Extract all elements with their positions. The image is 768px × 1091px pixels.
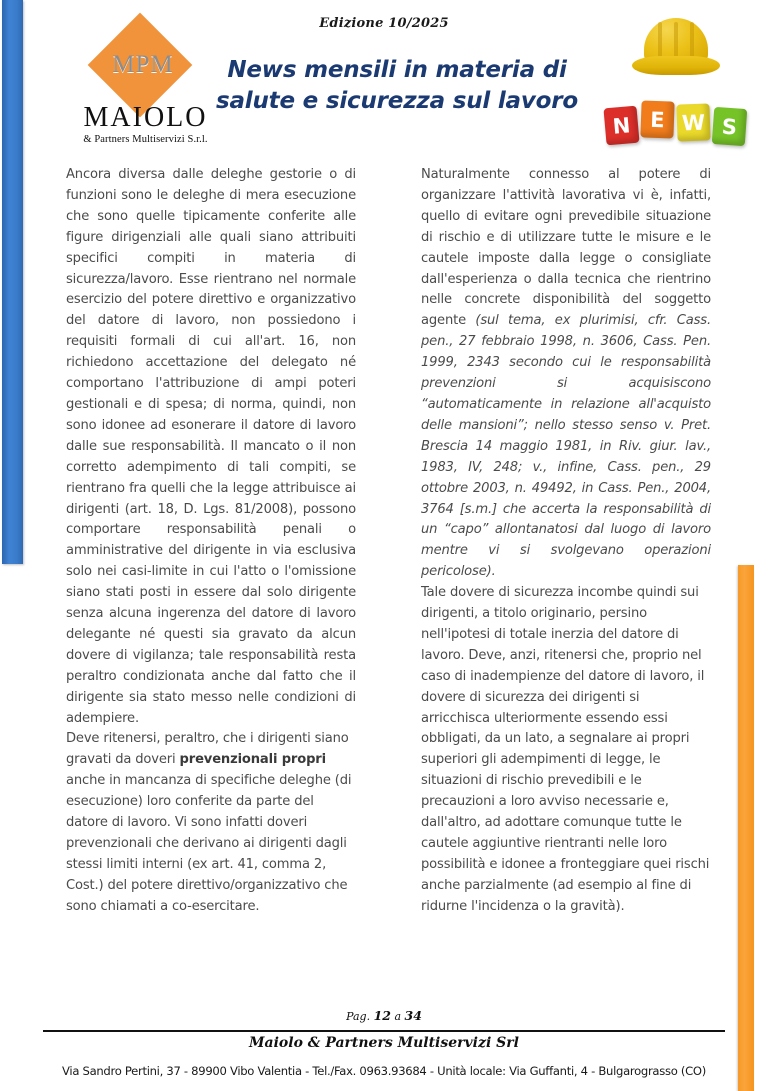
page-footer bbox=[0, 1008, 768, 1091]
page-number-total: 34 bbox=[404, 1008, 422, 1023]
news-block-w: W bbox=[676, 103, 710, 141]
page-number-middle: a bbox=[390, 1010, 405, 1023]
hard-hat-ridge bbox=[674, 22, 678, 60]
news-block-e: E bbox=[640, 100, 674, 138]
right-column bbox=[421, 165, 711, 918]
left-paragraph-2 bbox=[66, 729, 356, 917]
right-paragraph-1-text: Naturalmente connesso al potere di organizzare l'attività lavorativa vi è, infatti, quello di evitare ogni prevedibile situazione di rischio e di utilizzare tutte le misure e le cautele imposte dalla legge o consigliate dall'esperienza o dalla tecnica che rientrino nelle concrete disponibilità del soggetto agente bbox=[421, 167, 711, 329]
right-paragraph-1 bbox=[421, 165, 711, 583]
left-column bbox=[66, 165, 356, 918]
footer-address: Via Sandro Pertini, 37 - 89900 Vibo Valentia - Tel./Fax. 0963.93684 - Unità locale: Via Guffanti, 4 - Bulgarograsso (CO) bbox=[62, 1064, 706, 1078]
page-title bbox=[212, 55, 582, 117]
left-paragraph-2-text-a: Deve ritenersi, peraltro, che i dirigenti siano gravati da doveri bbox=[66, 731, 349, 768]
right-paragraph-1-citation: (sul tema, ex plurimisi, cfr. Cass. pen., 27 febbraio 1998, n. 3606, Cass. Pen. 1999, 2343 secondo cui le responsabilità prevenzioni si acquisiscono “automaticamente in relazione all'acquisto delle mansioni”; nello stesso senso v. Pret. Brescia 14 maggio 1981, in Riv. giur. lav., 1983, IV, 248; v., infine, Cass. pen., 29 ottobre 2003, n. 49492, in Cass. Pen., 2004, 3764 [s.m.] che accerta la responsabilità di un “capo” allontanatosi dal luogo di lavoro mentre vi si svolgevano operazioni pericolose). bbox=[421, 313, 711, 580]
page-number bbox=[0, 1008, 768, 1023]
footer-company-name: Maiolo & Partners Multiservizi Srl bbox=[249, 1035, 519, 1051]
page-title-line-2: salute e sicurezza sul lavoro bbox=[216, 88, 578, 114]
news-letter-blocks bbox=[600, 80, 750, 140]
page-title-line-1: News mensili in materia di bbox=[227, 57, 567, 83]
news-graphic bbox=[600, 18, 750, 143]
page-number-current: 12 bbox=[373, 1008, 391, 1023]
hard-hat-icon bbox=[630, 18, 722, 80]
page-header bbox=[0, 0, 768, 155]
logo-monogram: MPM bbox=[112, 51, 174, 78]
news-block-n: N bbox=[603, 106, 639, 146]
left-paragraph-1: Ancora diversa dalle deleghe gestorie o di funzioni sono le deleghe di mera esecuzione che sono quelle tipicamente conferite alle figure dirigenziali alle quali siano attribuiti specifici compiti in materia di sicurezza/lavoro. Esse rientrano nel normale esercizio del potere direttivo e organizzativo del datore di lavoro, non possiedono i requisiti formali di cui all'art. 16, non richiedono accettazione del delegato né comportano l'attribuzione di ampi poteri gestionali e di spesa; di norma, quindi, non sono idonee ad esonerare il datore di lavoro dalle sue responsabilità. Il mancato o il non corretto adempimento di tali compiti, se rientrano fra quelli che la legge attribuisce ai dirigenti (art. 18, D. Lgs. 81/2008), possono comportare responsabilità penali o amministrative del dirigente in via esclusiva solo nei casi-limite in cui l'atto o l'omissione siano stati posti in essere dal solo dirigente senza alcuna ingerenza del datore di lavoro delegante né questi sia gravato da alcun dovere di vigilanza; tale responsabilità resta peraltro condizionata anche dal fatto che il dirigente sia stato messo nelle condizioni di adempiere. bbox=[66, 167, 356, 726]
company-logo bbox=[78, 28, 213, 153]
left-paragraph-2-text-b: anche in mancanza di specifiche deleghe (di esecuzione) loro conferite da parte del datore di lavoro. Vi sono infatti doveri prevenzionali che derivano ai dirigenti dagli stessi limiti interni (ex art. 41, comma 2, Cost.) del potere direttivo/organizzativo che sono chiamati a co-esercitare. bbox=[66, 773, 352, 914]
edition-label: Edizione 10/2025 bbox=[319, 16, 449, 31]
left-paragraph-2-emphasis: prevenzionali propri bbox=[179, 752, 326, 768]
footer-divider bbox=[43, 1030, 725, 1032]
page-number-prefix: Pag. bbox=[346, 1010, 374, 1023]
logo-company-subtitle: & Partners Multiservizi S.r.l. bbox=[83, 134, 208, 145]
right-paragraph-2: Tale dovere di sicurezza incombe quindi sui dirigenti, a titolo originario, persino nell'ipotesi di totale inerzia del datore di lavoro. Deve, anzi, ritenersi che, proprio nel caso di inadempienze del datore di lavoro, il dovere di sicurezza dei dirigenti si arricchisca ulteriormente essendo essi obbligati, da un lato, a segnalare ai propri superiori gli adempimenti di legge, le situazioni di rischio prevedibili e le precauzioni a loro avviso necessarie e, dall'altro, ad adottare comunque tutte le cautele aggiuntive rientranti nelle loro possibilità e idonee a fronteggiare quei rischi anche parzialmente (ad esempio al fine di ridurne l'incidenza o la gravità). bbox=[421, 585, 710, 914]
news-block-s: S bbox=[711, 107, 747, 146]
hard-hat-ridge bbox=[658, 22, 662, 60]
logo-company-name: MAIOLO bbox=[83, 102, 208, 133]
hard-hat-ridge bbox=[690, 22, 694, 60]
article-body bbox=[0, 165, 768, 1005]
hard-hat-brim bbox=[632, 56, 720, 75]
